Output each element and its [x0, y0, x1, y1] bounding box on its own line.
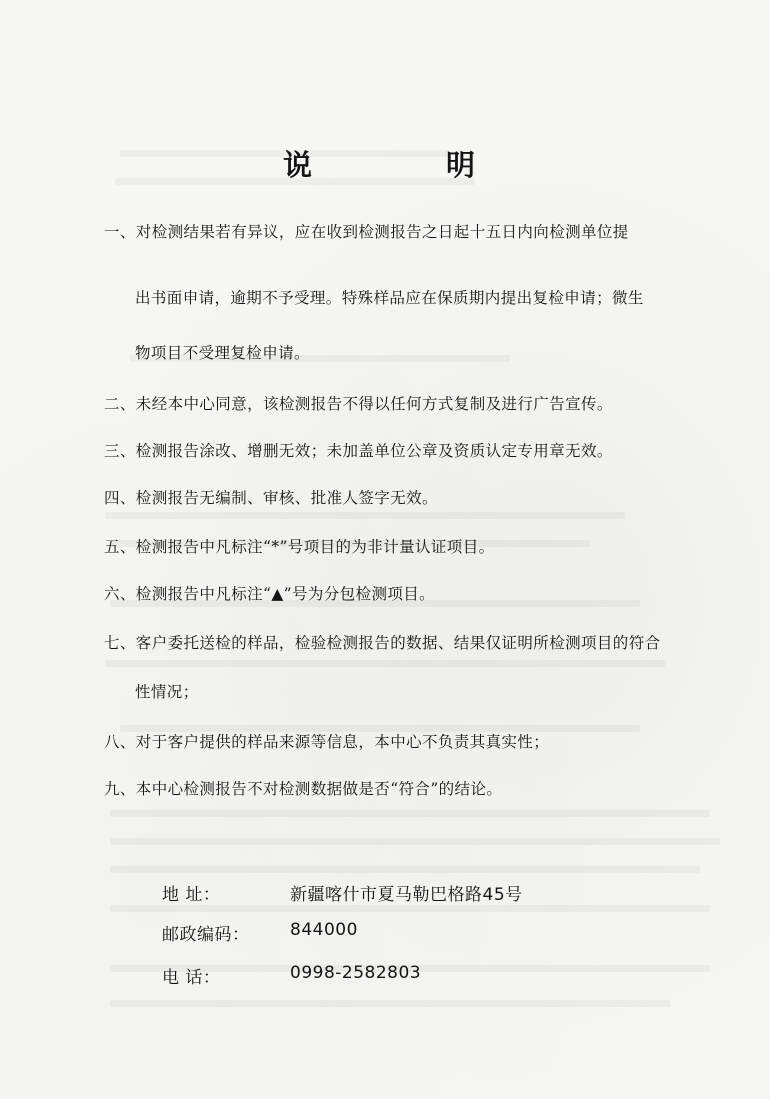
item-6: 六、检测报告中凡标注“▲”号为分包检测项目。: [104, 585, 436, 603]
phone-label: 电 话：: [162, 968, 221, 988]
item-4: 四、检测报告无编制、审核、批准人签字无效。: [104, 489, 438, 507]
item-7-line-2: 性情况；: [135, 683, 199, 701]
postcode-label: 邮政编码：: [162, 925, 250, 945]
item-9: 九、本中心检测报告不对检测数据做是否“符合”的结论。: [104, 780, 503, 798]
address-value: 新疆喀什市夏马勒巴格路45号: [290, 885, 523, 905]
item-5: 五、检测报告中凡标注“*”号项目的为非计量认证项目。: [104, 538, 495, 556]
item-3: 三、检测报告涂改、增删无效；未加盖单位公章及资质认定专用章无效。: [104, 442, 613, 460]
item-1-line-2: 出书面申请，逾期不予受理。特殊样品应在保质期内提出复检申请；微生: [135, 289, 644, 307]
page-title: 说 明: [282, 148, 538, 182]
item-2: 二、未经本中心同意，该检测报告不得以任何方式复制及进行广告宣传。: [104, 395, 613, 413]
item-8: 八、对于客户提供的样品来源等信息，本中心不负责其真实性；: [104, 733, 550, 751]
item-1-line-3: 物项目不受理复检申请。: [135, 344, 310, 362]
item-7-line-1: 七、客户委托送检的样品，检验检测报告的数据、结果仅证明所检测项目的符合: [104, 634, 661, 652]
address-label: 地 址：: [162, 885, 221, 905]
postcode-value: 844000: [290, 920, 358, 940]
item-1-line-1: 一、对检测结果若有异议，应在收到检测报告之日起十五日内向检测单位提: [104, 223, 629, 241]
phone-value: 0998-2582803: [290, 963, 422, 983]
